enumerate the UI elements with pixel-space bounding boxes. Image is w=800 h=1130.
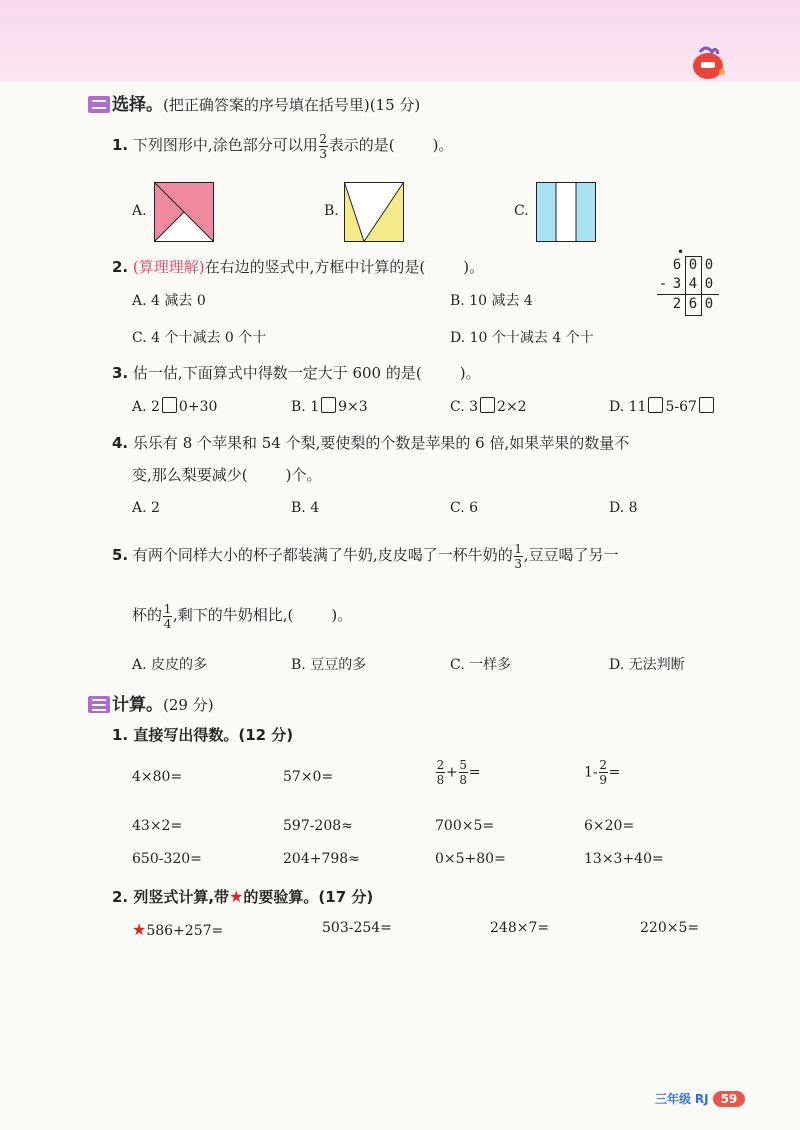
header-band xyxy=(0,0,800,82)
fraction-denominator: 8 xyxy=(436,773,445,787)
mascot-logo-icon xyxy=(688,42,728,82)
sub-title-text: 的要验算。(17 分) xyxy=(243,888,374,906)
sub-title-text: 2. 列竖式计算,带 xyxy=(112,888,230,906)
calc-item: 204+798≈ xyxy=(283,851,360,867)
digit-box xyxy=(480,397,495,413)
option-a: A. 4 减去 0 xyxy=(132,293,206,309)
option-c: C. 一样多 xyxy=(450,657,512,673)
vertical-digit: 0 xyxy=(704,296,714,312)
fraction-numerator: 2 xyxy=(319,131,328,146)
fraction-numerator: 5 xyxy=(459,758,468,772)
question-text: 变,那么梨要减少( xyxy=(132,466,248,484)
digit-box xyxy=(321,397,336,413)
calc-sub-2-title xyxy=(112,886,373,907)
section-calc-subtitle: (29 分) xyxy=(163,696,214,714)
option-d xyxy=(609,397,716,415)
question-text: ,剩下的牛奶相比,( xyxy=(173,606,294,624)
question-text: 乐乐有 8 个苹果和 54 个梨,要使梨的个数是苹果的 6 倍,如果苹果的数量不 xyxy=(132,434,630,452)
question-tag: (算理理解) xyxy=(132,258,205,276)
option-b: B. 4 xyxy=(291,500,320,516)
calc-item: 4×80= xyxy=(132,769,183,785)
digit-box xyxy=(699,397,714,413)
fraction-denominator: 4 xyxy=(163,616,172,631)
fraction xyxy=(514,542,523,571)
question-text: 有两个同样大小的杯子都装满了牛奶,皮皮喝了一杯牛奶的 xyxy=(132,546,513,564)
option-text: 0+30 xyxy=(178,399,218,415)
fraction xyxy=(163,602,172,631)
question-number: 5. xyxy=(112,546,129,564)
highlight-box xyxy=(685,256,702,316)
footer-grade: 三年级 xyxy=(655,1092,692,1106)
footer-edition: RJ xyxy=(694,1092,709,1106)
vertical-digit: 0 xyxy=(704,257,714,273)
option-c: C. 6 xyxy=(450,500,479,516)
question-text: )。 xyxy=(463,258,485,276)
calc-item: 13×3+40= xyxy=(584,851,664,867)
calc-item: 650-320= xyxy=(132,851,202,867)
vertical-digit: 0 xyxy=(688,257,698,273)
question-text: 杯的 xyxy=(132,606,163,624)
fraction-numerator: 2 xyxy=(436,758,445,772)
vcalc-item: 248×7= xyxy=(490,920,550,936)
figure-c-shape xyxy=(536,182,596,242)
question-text: )。 xyxy=(459,364,481,382)
section-choice-subtitle: (把正确答案的序号填在括号里)(15 分) xyxy=(163,96,421,114)
sub-title-text: 1. 直接写出得数。(12 分) xyxy=(112,726,294,744)
section-calc-label: 计算。 xyxy=(112,695,163,715)
calc-sub-1-title xyxy=(112,724,293,745)
option-a: A. 2 xyxy=(132,500,160,516)
option-c xyxy=(450,397,527,415)
operator: + xyxy=(446,764,458,781)
page-number: 59 xyxy=(713,1091,746,1107)
calc-text: 586+257= xyxy=(146,923,224,939)
fraction-denominator: 9 xyxy=(599,773,607,787)
option-text: 5-67 xyxy=(665,399,697,415)
digit-box xyxy=(162,397,177,413)
question-4-line-2 xyxy=(132,464,321,485)
figure-b-shape xyxy=(344,182,404,242)
question-text: ,豆豆喝了另一 xyxy=(523,546,619,564)
vcalc-item: 503-254= xyxy=(322,920,392,936)
question-3 xyxy=(112,362,481,383)
question-5-line-1 xyxy=(112,538,618,572)
option-c-label: C. xyxy=(514,203,529,219)
calc-item xyxy=(435,758,480,787)
operator: = xyxy=(468,764,481,781)
question-text: 估一估,下面算式中得数一定大于 600 的是( xyxy=(132,364,422,382)
option-b xyxy=(291,397,368,415)
fraction xyxy=(599,758,608,787)
question-number: 2. xyxy=(112,258,129,276)
section-three-icon xyxy=(88,696,110,713)
question-1 xyxy=(112,128,453,162)
question-text: 下列图形中,涂色部分可以用 xyxy=(132,136,318,154)
option-b: B. 豆豆的多 xyxy=(291,657,367,673)
question-text: )。 xyxy=(432,136,454,154)
calc-item: 597-208≈ xyxy=(283,818,353,834)
fraction-denominator: 3 xyxy=(319,146,328,161)
calc-item: 700×5= xyxy=(435,818,495,834)
calc-item: 0×5+80= xyxy=(435,851,506,867)
vertical-operator: - xyxy=(658,276,668,292)
question-4-line-1 xyxy=(112,432,629,453)
vertical-digit: 2 xyxy=(672,296,682,312)
question-text: )。 xyxy=(331,606,353,624)
section-two-icon xyxy=(88,96,110,113)
option-text: A. 2 xyxy=(132,399,160,415)
option-d: D. 8 xyxy=(609,500,638,516)
calc-item xyxy=(584,758,620,787)
option-text: 9×3 xyxy=(338,399,368,415)
section-calc-title xyxy=(88,690,214,715)
fraction-denominator: 8 xyxy=(459,773,468,787)
calc-text: 1- xyxy=(584,764,598,781)
borrow-dot: • xyxy=(677,245,685,259)
question-number: 1. xyxy=(112,136,129,154)
option-c: C. 4 个十减去 0 个十 xyxy=(132,330,267,346)
vertical-digit: 0 xyxy=(704,276,714,292)
fraction xyxy=(436,758,445,787)
option-a xyxy=(132,397,217,415)
digit-box xyxy=(648,397,663,413)
vertical-digit: 6 xyxy=(688,296,698,312)
question-text: )个。 xyxy=(285,466,322,484)
calc-item: 43×2= xyxy=(132,818,183,834)
question-number: 3. xyxy=(112,364,129,382)
question-text: 在右边的竖式中,方框中计算的是( xyxy=(204,258,426,276)
option-d: D. 10 个十减去 4 个十 xyxy=(450,330,594,346)
option-text: C. 3 xyxy=(450,399,479,415)
option-text: B. 1 xyxy=(291,399,320,415)
option-a: A. 皮皮的多 xyxy=(132,657,208,673)
vcalc-item xyxy=(132,920,223,939)
fraction-numerator: 2 xyxy=(599,758,607,772)
option-b-label: B. xyxy=(324,203,339,219)
fraction-denominator: 3 xyxy=(514,556,523,571)
vertical-digit: 4 xyxy=(688,276,698,292)
star-icon: ★ xyxy=(132,920,147,939)
section-choice-label: 选择。 xyxy=(112,95,163,115)
question-number: 4. xyxy=(112,434,129,452)
fraction xyxy=(459,758,468,787)
question-2 xyxy=(112,256,484,277)
operator: = xyxy=(608,764,621,781)
option-text: 2×2 xyxy=(497,399,527,415)
question-text: 表示的是( xyxy=(328,136,395,154)
section-choice-title xyxy=(88,90,420,115)
vcalc-item: 220×5= xyxy=(640,920,700,936)
fraction-numerator: 1 xyxy=(163,601,172,616)
option-a-label: A. xyxy=(132,203,147,219)
figure-a-shape xyxy=(154,182,214,242)
option-d: D. 无法判断 xyxy=(609,657,685,673)
calc-item: 57×0= xyxy=(283,769,334,785)
page-footer xyxy=(655,1090,745,1107)
calc-item: 6×20= xyxy=(584,818,635,834)
vertical-digit: 6 xyxy=(672,257,682,273)
option-text: D. 11 xyxy=(609,399,647,415)
star-icon: ★ xyxy=(229,887,244,906)
option-b: B. 10 减去 4 xyxy=(450,293,533,309)
question-5-line-2 xyxy=(132,598,352,632)
fraction-numerator: 1 xyxy=(514,541,523,556)
vertical-digit: 3 xyxy=(672,276,682,292)
fraction xyxy=(319,132,328,161)
